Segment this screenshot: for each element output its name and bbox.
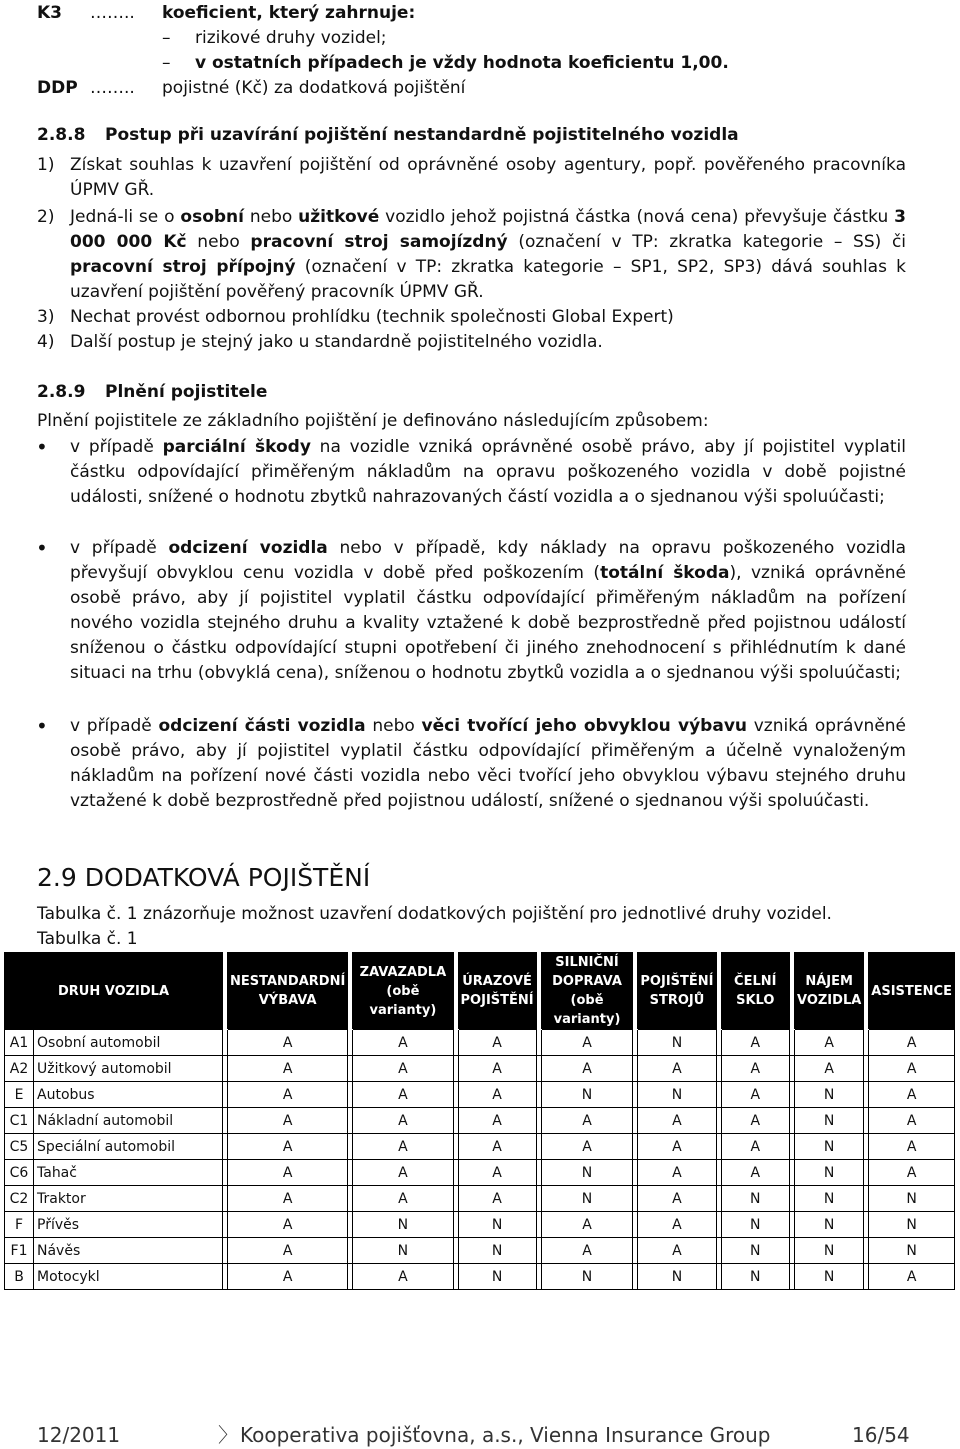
table-intro: Tabulka č. 1 znázorňuje možnost uzavření dodatkových pojištění pro jednotlivé druhy vozidel. [37,904,832,924]
k3-dots: …….. [90,3,135,23]
availability-cell: A [458,1056,536,1082]
availability-cell: A [869,1264,955,1290]
availability-cell: A [353,1264,453,1290]
footer-company: Kooperativa pojišťovna, a.s., Vienna Insurance Group [240,1423,771,1447]
list-item: Nechat provést odbornou prohlídku (technik společnosti Global Expert) [70,307,674,327]
availability-cell: N [795,1238,864,1264]
footer-date: 12/2011 [37,1423,121,1447]
availability-cell: N [795,1108,864,1134]
availability-cell: A [353,1056,453,1082]
availability-cell: N [458,1264,536,1290]
availability-cell: A [541,1212,633,1238]
header-vehicle-type: DRUH VOZIDLA [5,953,223,1030]
availability-cell: N [458,1238,536,1264]
availability-cell: A [228,1134,348,1160]
availability-cell: A [458,1030,536,1056]
availability-cell: A [638,1238,716,1264]
availability-cell: N [795,1186,864,1212]
bullet: • [36,435,48,459]
availability-cell: A [228,1212,348,1238]
vehicle-name: Přívěs [34,1212,223,1238]
dash: – [162,28,171,48]
availability-cell: N [721,1264,790,1290]
availability-cell: A [869,1108,955,1134]
section-title: Plnění pojistitele [105,382,268,402]
vehicle-code: C5 [5,1134,34,1160]
table-row [5,1212,955,1238]
header-assistance: ASISTENCE [869,953,955,1030]
vehicle-code: F1 [5,1238,34,1264]
availability-cell: N [795,1264,864,1290]
table-row [5,1186,955,1212]
table-caption: Tabulka č. 1 [37,929,138,949]
availability-cell: A [541,1108,633,1134]
availability-cell: N [795,1212,864,1238]
section-number: 2.8.8 [37,125,86,145]
table-row [5,1056,955,1082]
availability-cell: A [458,1108,536,1134]
availability-cell: A [869,1082,955,1108]
availability-cell: N [721,1212,790,1238]
availability-cell: A [541,1056,633,1082]
vehicle-name: Nákladní automobil [34,1108,223,1134]
chapter-heading: 2.9 DODATKOVÁ POJIŠTĚNÍ [37,863,371,892]
k3-description: koeficient, který zahrnuje: [162,3,416,23]
table-body [5,1030,955,1290]
bullet: • [36,536,48,560]
availability-cell: N [795,1160,864,1186]
table-row [5,1082,955,1108]
availability-cell: A [353,1082,453,1108]
table-row [5,1264,955,1290]
list-item: Další postup je stejný jako u standardně pojistitelného vozidla. [70,332,603,352]
section-title: Postup při uzavírání pojištění nestandardně pojistitelného vozidla [105,125,739,145]
vehicle-code: F [5,1212,34,1238]
availability-cell: N [541,1082,633,1108]
header-nonstandard-equipment: NESTANDARDNÍ VÝBAVA [228,953,348,1030]
availability-cell: N [869,1238,955,1264]
availability-cell: A [638,1160,716,1186]
list-number: 1) [37,155,55,175]
bullet: • [36,714,48,738]
availability-cell: N [353,1238,453,1264]
ddp-code: DDP [37,78,78,98]
availability-cell: A [541,1134,633,1160]
header-luggage: ZAVAZADLA (obě varianty) [353,953,453,1030]
availability-cell: A [869,1030,955,1056]
vehicle-code: B [5,1264,34,1290]
availability-cell: A [721,1108,790,1134]
availability-cell: A [228,1056,348,1082]
vehicle-code: C6 [5,1160,34,1186]
availability-cell: A [228,1030,348,1056]
availability-cell: A [721,1082,790,1108]
table-row [5,1134,955,1160]
list-number: 4) [37,332,55,352]
table-row [5,1160,955,1186]
availability-cell: N [638,1030,716,1056]
table-row [5,1030,955,1056]
availability-cell: N [721,1238,790,1264]
vehicle-code: E [5,1082,34,1108]
availability-cell: A [721,1056,790,1082]
availability-cell: N [638,1264,716,1290]
availability-cell: A [869,1160,955,1186]
list-number: 2) [37,207,55,227]
availability-cell: A [638,1108,716,1134]
availability-cell: A [353,1160,453,1186]
additional-insurance-table [4,952,955,1290]
list-item: Získat souhlas k uzavření pojištění od oprávněné osoby agentury, popř. pověřeného pracovníka ÚPMV GŘ. [70,155,906,200]
availability-cell: A [721,1134,790,1160]
availability-cell: A [353,1186,453,1212]
list-item: Jedná-li se o osobní nebo užitkové vozidlo jehož pojistná částka (nová cena) převyšuje částku 3 000 000 Kč nebo pracovní stroj samojízdný (označení v TP: zkratka kategorie – SS) či pracovní stroj přípojný (označení v TP: zkratka kategorie – SP1, SP2, SP3) dává souhlas k uzavření pojištění pověřený pracovník ÚPMV GŘ. [70,207,907,302]
bullet-item: v případě odcizení vozidla nebo v případě, kdy náklady na opravu poškozeného vozidla převyšují obvyklou cenu vozidla v době před poškozením (totální škoda), vzniká oprávněné osobě právo, aby jí pojistitel vyplatil částku odpovídající přiměřeným nákladům na pořízení nového vozidla stejného druhu a kvality vztažené k době bezprostředně před pojistnou událostí sníženou o částku odpovídající stupni opotřebení či jiného znehodnocení s přihlédnutím k dané situaci na trhu (obvyklá cena), sníženou o hodnotu zbytků vozidla a o sjednanou výši spoluúčasti; [70,538,906,683]
availability-cell: A [638,1186,716,1212]
availability-cell: A [795,1030,864,1056]
availability-cell: N [541,1264,633,1290]
availability-cell: A [795,1056,864,1082]
availability-cell: A [541,1238,633,1264]
availability-cell: N [721,1186,790,1212]
ddp-dots: …….. [90,78,135,98]
availability-cell: A [458,1186,536,1212]
availability-cell: A [228,1264,348,1290]
footer-page-number: 16/54 [852,1423,910,1447]
ddp-description: pojistné (Kč) za dodatková pojištění [162,78,466,98]
bullet-item: v případě odcizení části vozidla nebo věci tvořící jeho obvyklou výbavu vzniká oprávněné osobě právo, aby jí pojistitel vyplatil částku odpovídající přiměřeným a účelně vynaloženým nákladům na pořízení nové části vozidla nebo věci tvořící jeho obvyklou výbavu stejného druhu vztažené k době bezprostředně před pojistnou událostí, snížené o sjednanou výši spoluúčasti. [70,716,907,811]
header-road-transport: SILNIČNÍ DOPRAVA (obě varianty) [541,953,633,1030]
availability-cell: A [458,1082,536,1108]
availability-cell: A [228,1108,348,1134]
availability-cell: A [228,1186,348,1212]
dash: – [162,53,171,73]
vehicle-name: Užitkový automobil [34,1056,223,1082]
availability-cell: N [541,1160,633,1186]
header-machine-insurance: POJIŠTĚNÍ STROJŮ [638,953,716,1030]
availability-cell: A [869,1056,955,1082]
availability-cell: A [721,1030,790,1056]
availability-cell: A [638,1212,716,1238]
availability-cell: A [353,1108,453,1134]
header-accident-insurance: ÚRAZOVÉ POJIŠTĚNÍ [458,953,536,1030]
vehicle-name: Návěs [34,1238,223,1264]
k3-item-2: v ostatních případech je vždy hodnota koeficientu 1,00. [195,53,729,73]
vehicle-code: A2 [5,1056,34,1082]
availability-cell: N [541,1186,633,1212]
availability-cell: N [353,1212,453,1238]
availability-cell: A [353,1030,453,1056]
vehicle-code: A1 [5,1030,34,1056]
availability-cell: N [795,1082,864,1108]
availability-cell: N [638,1082,716,1108]
k3-item-1: rizikové druhy vozidel; [195,28,387,48]
availability-cell: A [353,1134,453,1160]
table-row [5,1108,955,1134]
availability-cell: N [795,1134,864,1160]
bullet-item: v případě parciální škody na vozidle vzniká oprávněné osobě právo, aby jí pojistitel vyplatil částku odpovídající přiměřeným nákladům na opravu poškozeného vozidla v době pojistné události, snížené o hodnotu zbytků nahrazovaných částí vozidla a o sjednanou výši spoluúčasti; [70,437,906,507]
header-vehicle-rental: NÁJEM VOZIDLA [795,953,864,1030]
header-windshield: ČELNÍ SKLO [721,953,790,1030]
vehicle-name: Traktor [34,1186,223,1212]
availability-cell: A [638,1056,716,1082]
k3-code: K3 [37,3,63,23]
availability-cell: A [721,1160,790,1186]
availability-cell: A [541,1030,633,1056]
availability-cell: N [869,1186,955,1212]
list-number: 3) [37,307,55,327]
vehicle-name: Osobní automobil [34,1030,223,1056]
vehicle-name: Autobus [34,1082,223,1108]
availability-cell: A [869,1134,955,1160]
vehicle-code: C2 [5,1186,34,1212]
vehicle-name: Speciální automobil [34,1134,223,1160]
availability-cell: N [458,1212,536,1238]
availability-cell: A [458,1134,536,1160]
table-header-row [5,953,955,1030]
vehicle-name: Tahač [34,1160,223,1186]
vehicle-code: C1 [5,1108,34,1134]
availability-cell: A [228,1238,348,1264]
availability-cell: A [638,1134,716,1160]
table-row [5,1238,955,1264]
availability-cell: A [228,1082,348,1108]
availability-cell: N [869,1212,955,1238]
intro-text: Plnění pojistitele ze základního pojištění je definováno následujícím způsobem: [37,411,709,431]
vehicle-name: Motocykl [34,1264,223,1290]
chevron-icon: 〉 [218,1423,238,1447]
availability-cell: A [228,1160,348,1186]
availability-cell: A [458,1160,536,1186]
section-number: 2.8.9 [37,382,86,402]
